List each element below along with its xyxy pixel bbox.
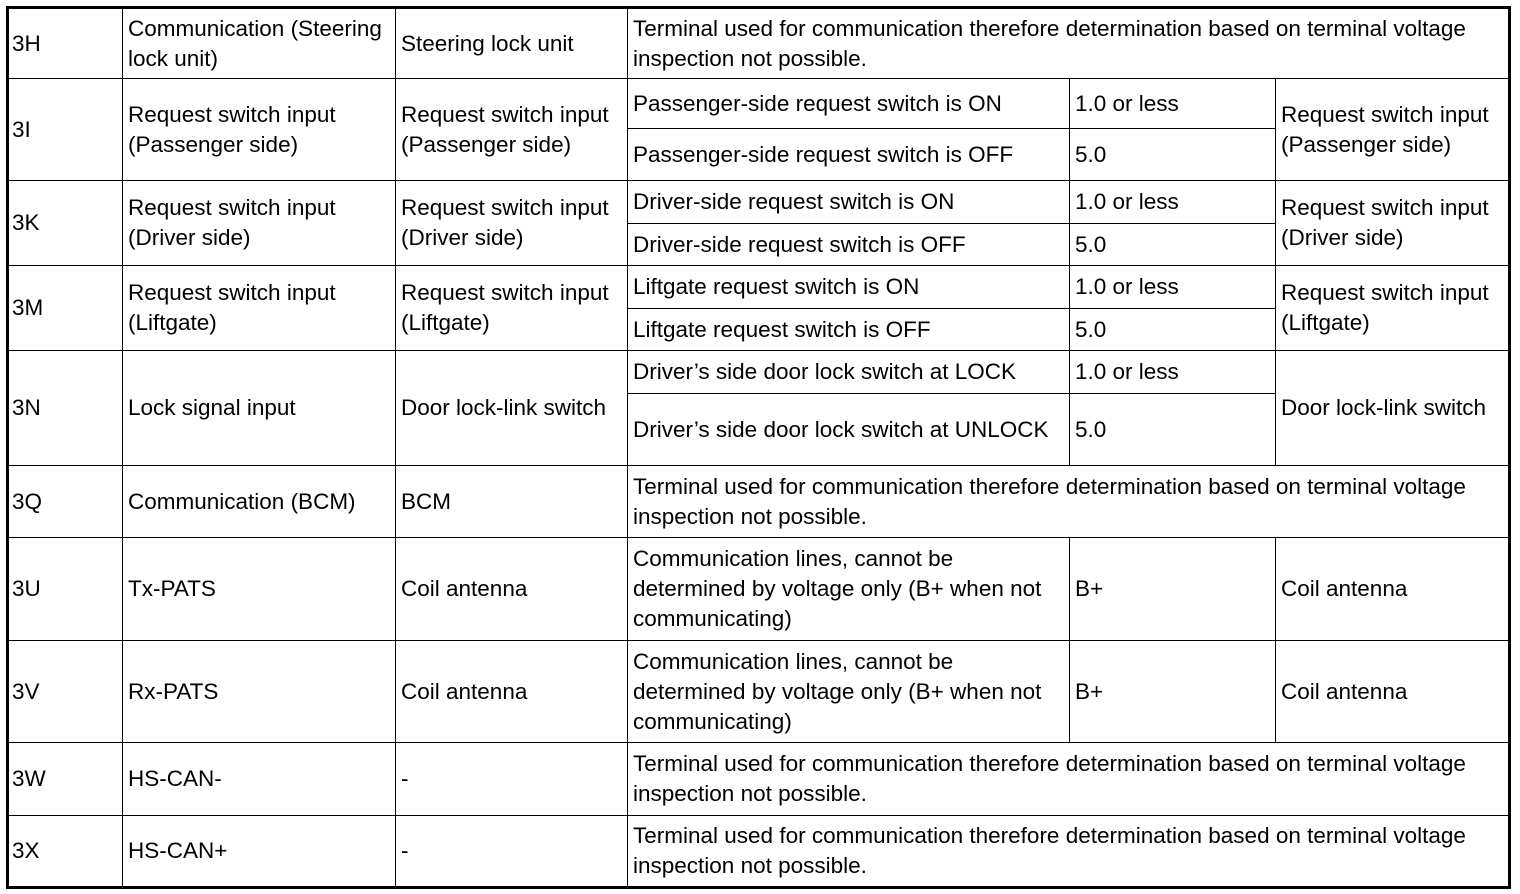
condition-cell: Communication lines, cannot be determined by voltage only (B+ when not communicating) [628, 641, 1070, 743]
signal-name-cell: Lock signal input [123, 351, 396, 466]
table-row [8, 8, 1510, 79]
terminal-cell: 3U [8, 538, 123, 641]
condition-cell: Driver-side request switch is OFF [628, 224, 1070, 266]
table-row [8, 466, 1510, 538]
connected-to-cell: - [396, 816, 628, 888]
connected-to-cell: BCM [396, 466, 628, 538]
table-row [8, 538, 1510, 641]
signal-name-cell: HS-CAN+ [123, 816, 396, 888]
connected-to-cell: Coil antenna [396, 538, 628, 641]
voltage-cell: 5.0 [1070, 309, 1276, 351]
signal-name-cell: Communication (Steering lock unit) [123, 8, 396, 79]
connected-to-cell: Request switch input (Driver side) [396, 181, 628, 266]
voltage-cell: B+ [1070, 641, 1276, 743]
signal-name-cell: Request switch input (Driver side) [123, 181, 396, 266]
table-row [8, 641, 1510, 743]
condition-cell: Driver’s side door lock switch at UNLOCK [628, 394, 1070, 466]
signal-name-cell: Rx-PATS [123, 641, 396, 743]
voltage-cell: 5.0 [1070, 129, 1276, 181]
terminal-cell: 3X [8, 816, 123, 888]
condition-cell: Liftgate request switch is ON [628, 266, 1070, 309]
table-row [8, 816, 1510, 888]
voltage-cell: 1.0 or less [1070, 351, 1276, 394]
action-cell: Request switch input (Liftgate) [1276, 266, 1510, 351]
terminal-cell: 3V [8, 641, 123, 743]
note-cell: Terminal used for communication therefore determination based on terminal voltage inspection not possible. [628, 8, 1510, 79]
table-row [8, 351, 1510, 394]
terminal-cell: 3I [8, 79, 123, 181]
condition-cell: Communication lines, cannot be determined by voltage only (B+ when not communicating) [628, 538, 1070, 641]
action-cell: Request switch input (Passenger side) [1276, 79, 1510, 181]
terminal-cell: 3K [8, 181, 123, 266]
action-cell: Coil antenna [1276, 538, 1510, 641]
voltage-cell: B+ [1070, 538, 1276, 641]
note-cell: Terminal used for communication therefore determination based on terminal voltage inspection not possible. [628, 816, 1510, 888]
voltage-cell: 1.0 or less [1070, 266, 1276, 309]
signal-name-cell: Request switch input (Liftgate) [123, 266, 396, 351]
signal-name-cell: HS-CAN- [123, 743, 396, 816]
terminal-cell: 3Q [8, 466, 123, 538]
voltage-cell: 5.0 [1070, 394, 1276, 466]
condition-cell: Driver’s side door lock switch at LOCK [628, 351, 1070, 394]
connected-to-cell: Request switch input (Passenger side) [396, 79, 628, 181]
condition-cell: Liftgate request switch is OFF [628, 309, 1070, 351]
signal-name-cell: Tx-PATS [123, 538, 396, 641]
condition-cell: Passenger-side request switch is OFF [628, 129, 1070, 181]
terminal-cell: 3N [8, 351, 123, 466]
condition-cell: Passenger-side request switch is ON [628, 79, 1070, 129]
connected-to-cell: Request switch input (Liftgate) [396, 266, 628, 351]
connected-to-cell: Door lock-link switch [396, 351, 628, 466]
terminal-cell: 3H [8, 8, 123, 79]
action-cell: Door lock-link switch [1276, 351, 1510, 466]
action-cell: Request switch input (Driver side) [1276, 181, 1510, 266]
voltage-cell: 5.0 [1070, 224, 1276, 266]
signal-name-cell: Request switch input (Passenger side) [123, 79, 396, 181]
table-row [8, 743, 1510, 816]
table-row [8, 266, 1510, 309]
table-row [8, 181, 1510, 224]
note-cell: Terminal used for communication therefore determination based on terminal voltage inspection not possible. [628, 466, 1510, 538]
terminal-inspection-table [6, 6, 1511, 889]
terminal-cell: 3W [8, 743, 123, 816]
signal-name-cell: Communication (BCM) [123, 466, 396, 538]
note-cell: Terminal used for communication therefore determination based on terminal voltage inspection not possible. [628, 743, 1510, 816]
connected-to-cell: Steering lock unit [396, 8, 628, 79]
connected-to-cell: - [396, 743, 628, 816]
action-cell: Coil antenna [1276, 641, 1510, 743]
connected-to-cell: Coil antenna [396, 641, 628, 743]
table-row [8, 79, 1510, 129]
voltage-cell: 1.0 or less [1070, 79, 1276, 129]
terminal-cell: 3M [8, 266, 123, 351]
condition-cell: Driver-side request switch is ON [628, 181, 1070, 224]
voltage-cell: 1.0 or less [1070, 181, 1276, 224]
